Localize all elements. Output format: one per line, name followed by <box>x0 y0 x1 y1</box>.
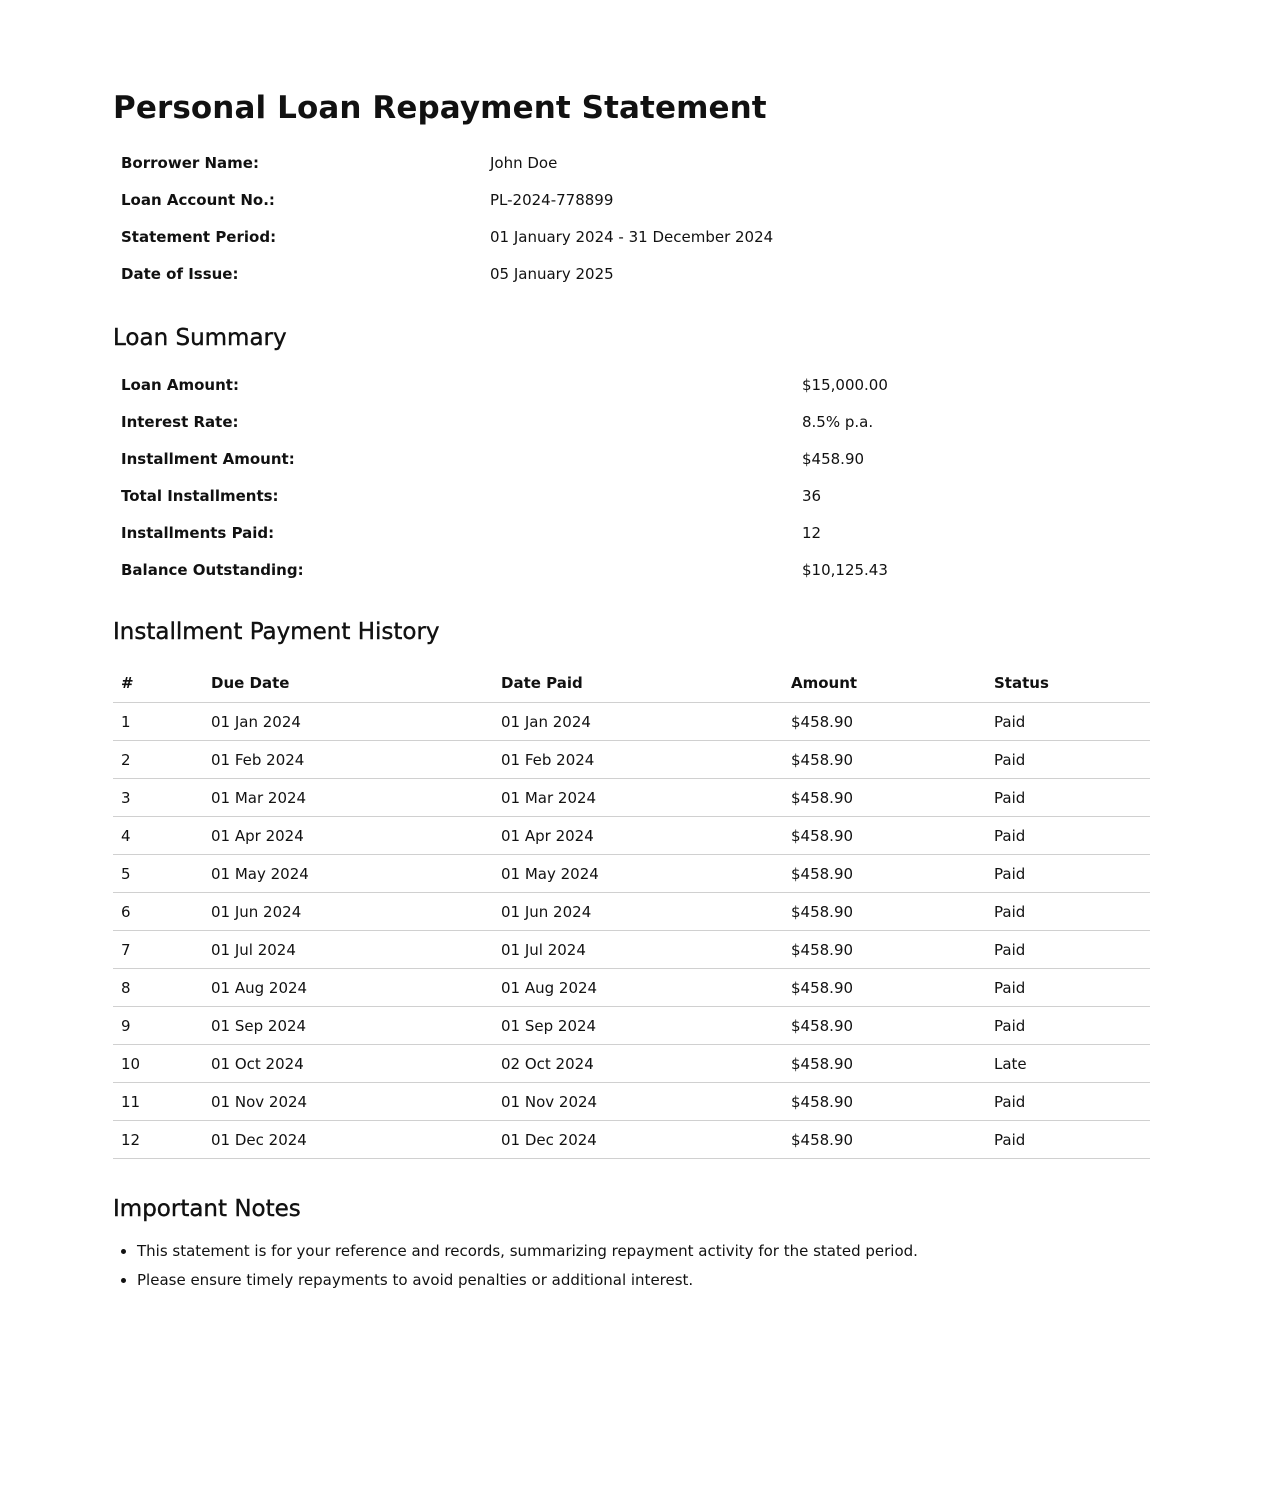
borrower-name-value: John Doe <box>490 153 558 172</box>
due-date: 01 Jun 2024 <box>203 893 493 931</box>
due-date: 01 Jan 2024 <box>203 703 493 741</box>
due-date: 01 Dec 2024 <box>203 1121 493 1159</box>
table-row <box>113 741 1150 779</box>
installment-number: 2 <box>113 741 203 779</box>
loan-summary-table <box>113 366 1150 588</box>
amount: $458.90 <box>783 1121 986 1159</box>
date-of-issue-value: 05 January 2025 <box>490 264 614 283</box>
amount: $458.90 <box>783 779 986 817</box>
statement-period-value: 01 January 2024 - 31 December 2024 <box>490 227 774 246</box>
page-title: Personal Loan Repayment Statement <box>113 90 767 126</box>
loan-account-value: PL-2024-778899 <box>490 190 614 209</box>
balance-outstanding-value: $10,125.43 <box>802 560 888 579</box>
loan-summary-row <box>113 551 1150 588</box>
date-paid: 01 Aug 2024 <box>493 969 783 1007</box>
loan-summary-row <box>113 440 1150 477</box>
amount: $458.90 <box>783 969 986 1007</box>
status: Paid <box>986 893 1150 931</box>
installment-number: 7 <box>113 931 203 969</box>
total-installments-value: 36 <box>802 486 822 505</box>
date-paid: 01 Mar 2024 <box>493 779 783 817</box>
installment-number: 5 <box>113 855 203 893</box>
status: Paid <box>986 703 1150 741</box>
due-date: 01 Nov 2024 <box>203 1083 493 1121</box>
date-paid: 01 Nov 2024 <box>493 1083 783 1121</box>
amount: $458.90 <box>783 703 986 741</box>
status: Paid <box>986 931 1150 969</box>
statement-period-label: Statement Period: <box>121 227 277 246</box>
important-notes-list <box>113 1237 1150 1295</box>
date-paid: 01 Apr 2024 <box>493 817 783 855</box>
payment-history-table <box>113 664 1150 1159</box>
table-row <box>113 703 1150 741</box>
status: Paid <box>986 1083 1150 1121</box>
installment-number: 9 <box>113 1007 203 1045</box>
amount: $458.90 <box>783 855 986 893</box>
interest-rate-value: 8.5% p.a. <box>802 412 874 431</box>
date-paid: 01 Sep 2024 <box>493 1007 783 1045</box>
loan-summary-row <box>113 477 1150 514</box>
statement-content <box>113 86 1150 1295</box>
date-paid: 01 Dec 2024 <box>493 1121 783 1159</box>
installment-number: 4 <box>113 817 203 855</box>
amount: $458.90 <box>783 893 986 931</box>
loan-summary-row <box>113 366 1150 403</box>
due-date: 01 Apr 2024 <box>203 817 493 855</box>
installments-paid-label: Installments Paid: <box>121 523 275 542</box>
borrower-info-table <box>113 144 893 292</box>
installment-number: 12 <box>113 1121 203 1159</box>
due-date: 01 Oct 2024 <box>203 1045 493 1083</box>
table-row <box>113 779 1150 817</box>
date-paid: 01 May 2024 <box>493 855 783 893</box>
borrower-info-row <box>113 181 893 218</box>
balance-outstanding-label: Balance Outstanding: <box>121 560 304 579</box>
column-header-number: # <box>113 664 203 703</box>
interest-rate-label: Interest Rate: <box>121 412 239 431</box>
due-date: 01 Sep 2024 <box>203 1007 493 1045</box>
installment-number: 10 <box>113 1045 203 1083</box>
date-paid: 02 Oct 2024 <box>493 1045 783 1083</box>
due-date: 01 Feb 2024 <box>203 741 493 779</box>
table-row <box>113 1083 1150 1121</box>
table-row <box>113 1007 1150 1045</box>
status: Paid <box>986 969 1150 1007</box>
status: Paid <box>986 779 1150 817</box>
payment-history-heading: Installment Payment History <box>113 619 440 645</box>
amount: $458.90 <box>783 817 986 855</box>
column-header-amount: Amount <box>783 664 986 703</box>
table-row <box>113 969 1150 1007</box>
table-row <box>113 1045 1150 1083</box>
amount: $458.90 <box>783 1045 986 1083</box>
important-notes-heading: Important Notes <box>113 1196 301 1222</box>
status: Late <box>986 1045 1150 1083</box>
due-date: 01 May 2024 <box>203 855 493 893</box>
amount: $458.90 <box>783 741 986 779</box>
loan-amount-label: Loan Amount: <box>121 375 239 394</box>
due-date: 01 Jul 2024 <box>203 931 493 969</box>
due-date: 01 Aug 2024 <box>203 969 493 1007</box>
table-row <box>113 855 1150 893</box>
installment-number: 8 <box>113 969 203 1007</box>
note-item: • This statement is for your reference and records, summarizing repayment activity for the stated period. <box>137 1237 1150 1266</box>
installment-amount-value: $458.90 <box>802 449 865 468</box>
borrower-name-label: Borrower Name: <box>121 153 259 172</box>
total-installments-label: Total Installments: <box>121 486 279 505</box>
column-header-date-paid: Date Paid <box>493 664 783 703</box>
loan-amount-value: $15,000.00 <box>802 375 888 394</box>
installment-number: 11 <box>113 1083 203 1121</box>
table-row <box>113 931 1150 969</box>
installment-number: 6 <box>113 893 203 931</box>
table-header-row <box>113 664 1150 703</box>
loan-summary-heading: Loan Summary <box>113 325 287 351</box>
amount: $458.90 <box>783 1083 986 1121</box>
table-row <box>113 1121 1150 1159</box>
date-paid: 01 Feb 2024 <box>493 741 783 779</box>
date-paid: 01 Jun 2024 <box>493 893 783 931</box>
loan-summary-row <box>113 403 1150 440</box>
loan-account-label: Loan Account No.: <box>121 190 275 209</box>
installments-paid-value: 12 <box>802 523 822 542</box>
status: Paid <box>986 741 1150 779</box>
date-paid: 01 Jan 2024 <box>493 703 783 741</box>
note-item: • Please ensure timely repayments to avoid penalties or additional interest. <box>137 1266 1150 1295</box>
borrower-info-row <box>113 218 893 255</box>
installment-amount-label: Installment Amount: <box>121 449 295 468</box>
due-date: 01 Mar 2024 <box>203 779 493 817</box>
column-header-status: Status <box>986 664 1150 703</box>
loan-summary-row <box>113 514 1150 551</box>
borrower-info-row <box>113 144 893 181</box>
borrower-info-row <box>113 255 893 292</box>
installment-number: 1 <box>113 703 203 741</box>
status: Paid <box>986 1007 1150 1045</box>
amount: $458.90 <box>783 931 986 969</box>
date-of-issue-label: Date of Issue: <box>121 264 239 283</box>
status: Paid <box>986 1121 1150 1159</box>
table-row <box>113 817 1150 855</box>
date-paid: 01 Jul 2024 <box>493 931 783 969</box>
status: Paid <box>986 855 1150 893</box>
installment-number: 3 <box>113 779 203 817</box>
table-row <box>113 893 1150 931</box>
column-header-due-date: Due Date <box>203 664 493 703</box>
amount: $458.90 <box>783 1007 986 1045</box>
status: Paid <box>986 817 1150 855</box>
